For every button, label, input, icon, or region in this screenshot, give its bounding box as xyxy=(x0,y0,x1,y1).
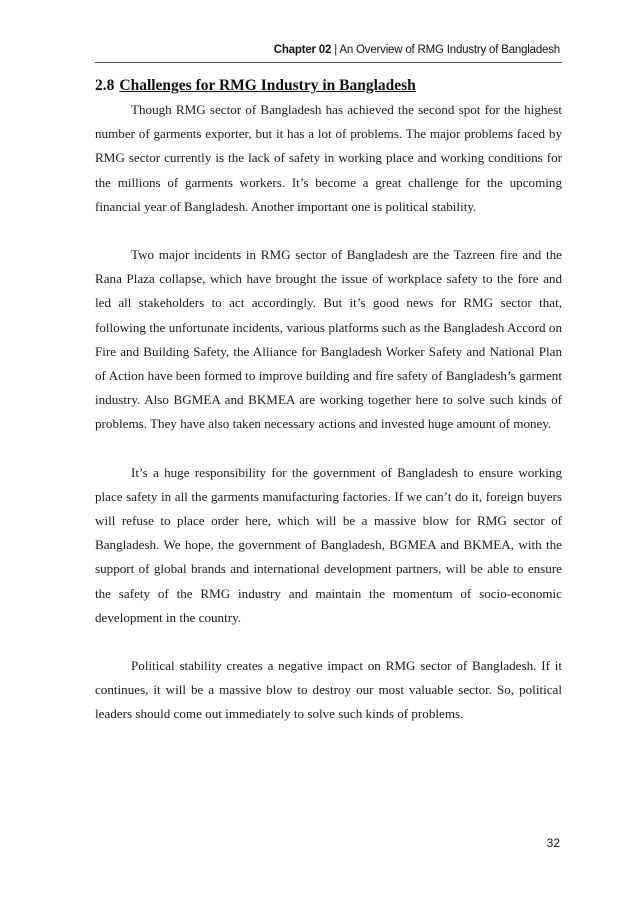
section-number: 2.8 xyxy=(95,77,115,94)
header-separator: | xyxy=(334,44,337,56)
body-text xyxy=(95,98,562,751)
paragraph-1: Though RMG sector of Bangladesh has achieved the second spot for the highest number of garments exporter, but it has a lot of problems. The major problems faced by RMG sector currently is the lack of safety in working place and working conditions for the millions of garments workers. It’s become a great challenge for the upcoming financial year of Bangladesh. Another important one is political stability. xyxy=(95,102,562,214)
header-chapter: Chapter 02 xyxy=(273,44,332,56)
header-rule xyxy=(95,62,562,63)
paragraph-4: Political stability creates a negative impact on RMG sector of Bangladesh. If it continues, it will be a massive blow to destroy our most valuable sector. So, political leaders should come out immediately to solve such kinds of problems. xyxy=(95,658,562,722)
page-number: 32 xyxy=(546,836,560,850)
section-heading xyxy=(95,77,416,95)
paragraph-3: It’s a huge responsibility for the government of Bangladesh to ensure working place safety in all the garments manufacturing factories. If we can’t do it, foreign buyers will refuse to place order here, which will be a massive blow for RMG sector of Bangladesh. We hope, the government of Bangladesh, BGMEA and BKMEA, with the support of global brands and international development partners, will be able to ensure the safety of the RMG industry and maintain the momentum of socio-economic development in the country. xyxy=(95,464,562,625)
header-title: An Overview of RMG Industry of Bangladesh xyxy=(339,44,560,56)
paragraph-2: Two major incidents in RMG sector of Bangladesh are the Tazreen fire and the Rana Plaza collapse, which have brought the issue of workplace safety to the fore and led all stakeholders to act accordingly. But it’s good news for RMG sector that, following the unfortunate incidents, various platforms such as the Bangladesh Accord on Fire and Building Safety, the Alliance for Bangladesh Worker Safety and National Plan of Action have been formed to improve building and fire safety of Bangladesh’s garment industry. Also BGMEA and BKMEA are working together here to solve such kinds of problems. They have also taken necessary actions and invested huge amount of money. xyxy=(95,247,562,432)
section-title: Challenges for RMG Industry in Bangladesh xyxy=(119,77,416,94)
running-header xyxy=(274,44,560,56)
